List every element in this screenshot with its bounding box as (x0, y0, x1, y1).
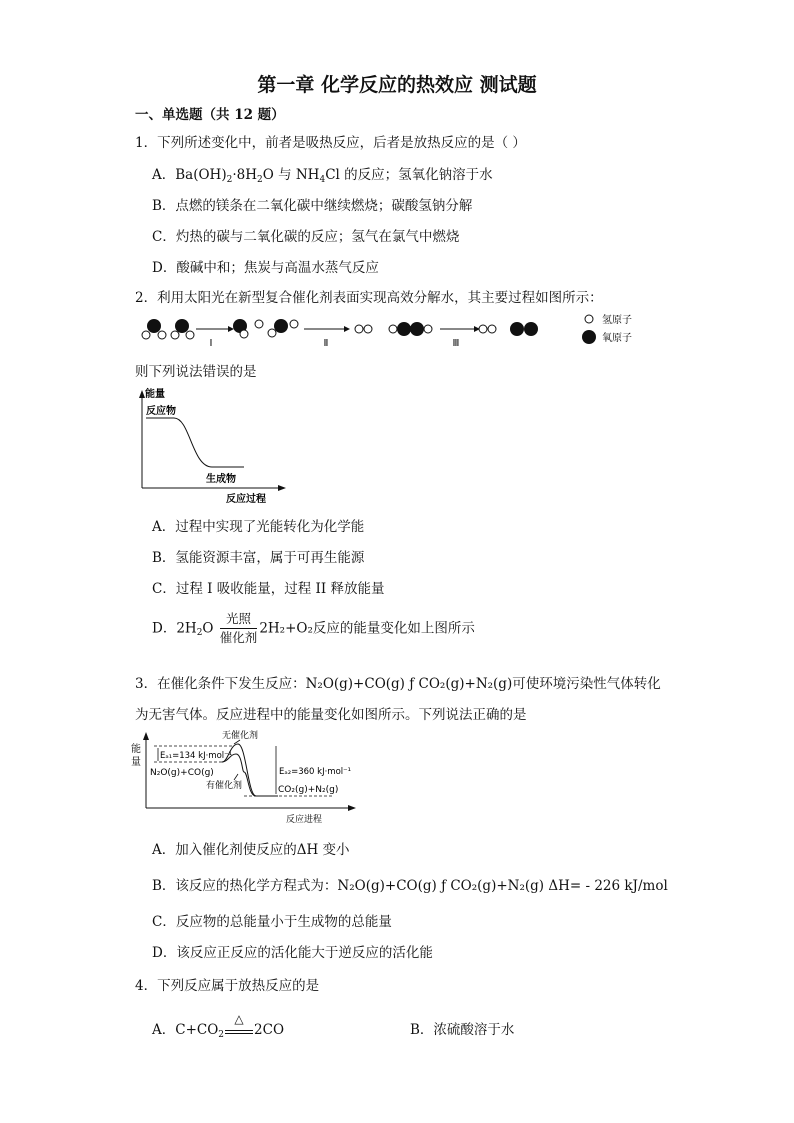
question-3-stem-line-1: 3．在催化条件下发生反应：N₂O(g)+CO(g) ƒ CO₂(g)+N₂(g)可使环境污染性气体转化 (135, 676, 661, 692)
heat-symbol: △ (234, 1012, 244, 1026)
question-3-option-b[interactable]: B．该反应的热化学方程式为：N₂O(g)+CO(g) ƒ CO₂(g)+N₂(g) ΔH= - 226 kJ/mol (152, 878, 668, 894)
graph-2-products-label: CO₂(g)+N₂(g) (278, 785, 339, 795)
molecule-group-water (142, 319, 194, 339)
question-3-option-d[interactable]: D．该反应正反应的活化能大于逆反应的活化能 (152, 945, 433, 961)
graph-2-ea2-label: Eₐ₂=360 kJ·mol⁻¹ (279, 767, 352, 777)
question-3-option-c[interactable]: C．反应物的总能量小于生成物的总能量 (152, 914, 392, 930)
question-3-stem-line-2: 为无害气体。反应进程中的能量变化如图所示。下列说法正确的是 (135, 707, 527, 723)
molecule-group-intermediate (233, 319, 298, 338)
condition-catalyst: 催化剂 (219, 630, 258, 645)
question-2-option-b[interactable]: B．氢能资源丰富，属于可再生能源 (152, 550, 365, 566)
page-title: 第一章 化学反应的热效应 测试题 (257, 74, 537, 96)
graph-2-x-label: 反应进程 (286, 815, 323, 825)
question-1-option-c[interactable]: C．灼热的碳与二氧化碳的反应；氢气在氯气中燃烧 (152, 229, 460, 245)
equals-with-heat (225, 1012, 253, 1034)
option-a-text: A．Ba(OH) (152, 167, 227, 183)
question-4-option-a[interactable] (152, 1012, 285, 1040)
graph-1-reactant-label: 反应物 (146, 406, 176, 417)
question-4-stem: 4．下列反应属于放热反应的是 (135, 978, 320, 994)
option-a-text: Cl 的反应；氢氧化钠溶于水 (325, 167, 493, 183)
step-1-label: I (209, 338, 213, 349)
legend-oxygen-label: 氧原子 (602, 333, 632, 344)
question-1-stem: 1．下列所述变化中，前者是吸热反应，后者是放热反应的是（ ） (135, 135, 526, 151)
graph-1-product-label: 生成物 (206, 474, 236, 485)
graph-2-reactants-label: N₂O(g)+CO(g) (150, 768, 214, 778)
subscript: 2 (218, 1030, 225, 1040)
molecule-group-h2-h2o2 (355, 322, 432, 336)
subscript: 2 (196, 628, 203, 638)
graph-2-ea1-label: Eₐ₁=134 kJ·mol⁻¹ (160, 751, 233, 761)
legend-oxygen-symbol (582, 330, 596, 344)
question-2-option-d[interactable] (152, 610, 475, 647)
option-a-text: ·8H (232, 167, 257, 183)
graph-1-x-label: 反应过程 (226, 494, 266, 505)
question-1-option-b[interactable]: B．点燃的镁条在二氧化碳中继续燃烧；碳酸氢钠分解 (152, 198, 473, 214)
graph-2-y-label-1: 能 (131, 744, 141, 755)
option-d-text: D．2H (152, 620, 197, 637)
graph-2-catalyst-label: 有催化剂 (206, 781, 243, 791)
question-4-option-b[interactable]: B．浓硫酸溶于水 (410, 1022, 515, 1038)
step-3-label: Ⅲ (452, 338, 460, 349)
graph-2-y-label-2: 量 (131, 757, 141, 768)
question-1-option-a[interactable] (152, 163, 493, 185)
graph-1-y-label: 能量 (145, 389, 165, 400)
question-3-option-a[interactable]: A．加入催化剂使反应的ΔH 变小 (152, 842, 350, 858)
question-2-option-a[interactable]: A．过程中实现了光能转化为化学能 (152, 519, 365, 535)
energy-profile-graph-2 (128, 728, 368, 828)
option-a-text: 2CO (254, 1022, 285, 1038)
question-1-option-d[interactable]: D．酸碱中和；焦炭与高温水蒸气反应 (152, 260, 379, 276)
question-2-prompt: 则下列说法错误的是 (135, 364, 257, 380)
condition-light: 光照 (220, 610, 258, 629)
option-a-text: A．C+CO (152, 1022, 219, 1038)
reaction-condition (220, 610, 258, 647)
graph-1-energy-curve (146, 418, 244, 467)
graph-2-no-catalyst-label: 无催化剂 (222, 731, 259, 741)
subscript: 2 (226, 175, 233, 185)
question-2-stem: 2．利用太阳光在新型复合催化剂表面实现高效分解水，其主要过程如图所示： (135, 290, 603, 306)
option-a-text: O 与 NH (262, 167, 320, 183)
subscript: 2 (256, 175, 263, 185)
energy-profile-graph-1 (138, 384, 288, 508)
molecule-group-products (479, 322, 538, 336)
legend-hydrogen-symbol (585, 315, 593, 323)
water-splitting-diagram (140, 312, 680, 352)
question-2-option-c[interactable]: C．过程 I 吸收能量，过程 II 释放能量 (152, 581, 385, 597)
option-d-text: 2H₂+O₂反应的能量变化如上图所示 (259, 620, 475, 637)
section-heading: 一、单选题（共 12 题） (135, 107, 285, 123)
subscript: 4 (319, 175, 326, 185)
option-d-text: O (202, 620, 214, 637)
step-2-label: Ⅱ (323, 338, 329, 349)
legend-hydrogen-label: 氢原子 (602, 315, 632, 326)
